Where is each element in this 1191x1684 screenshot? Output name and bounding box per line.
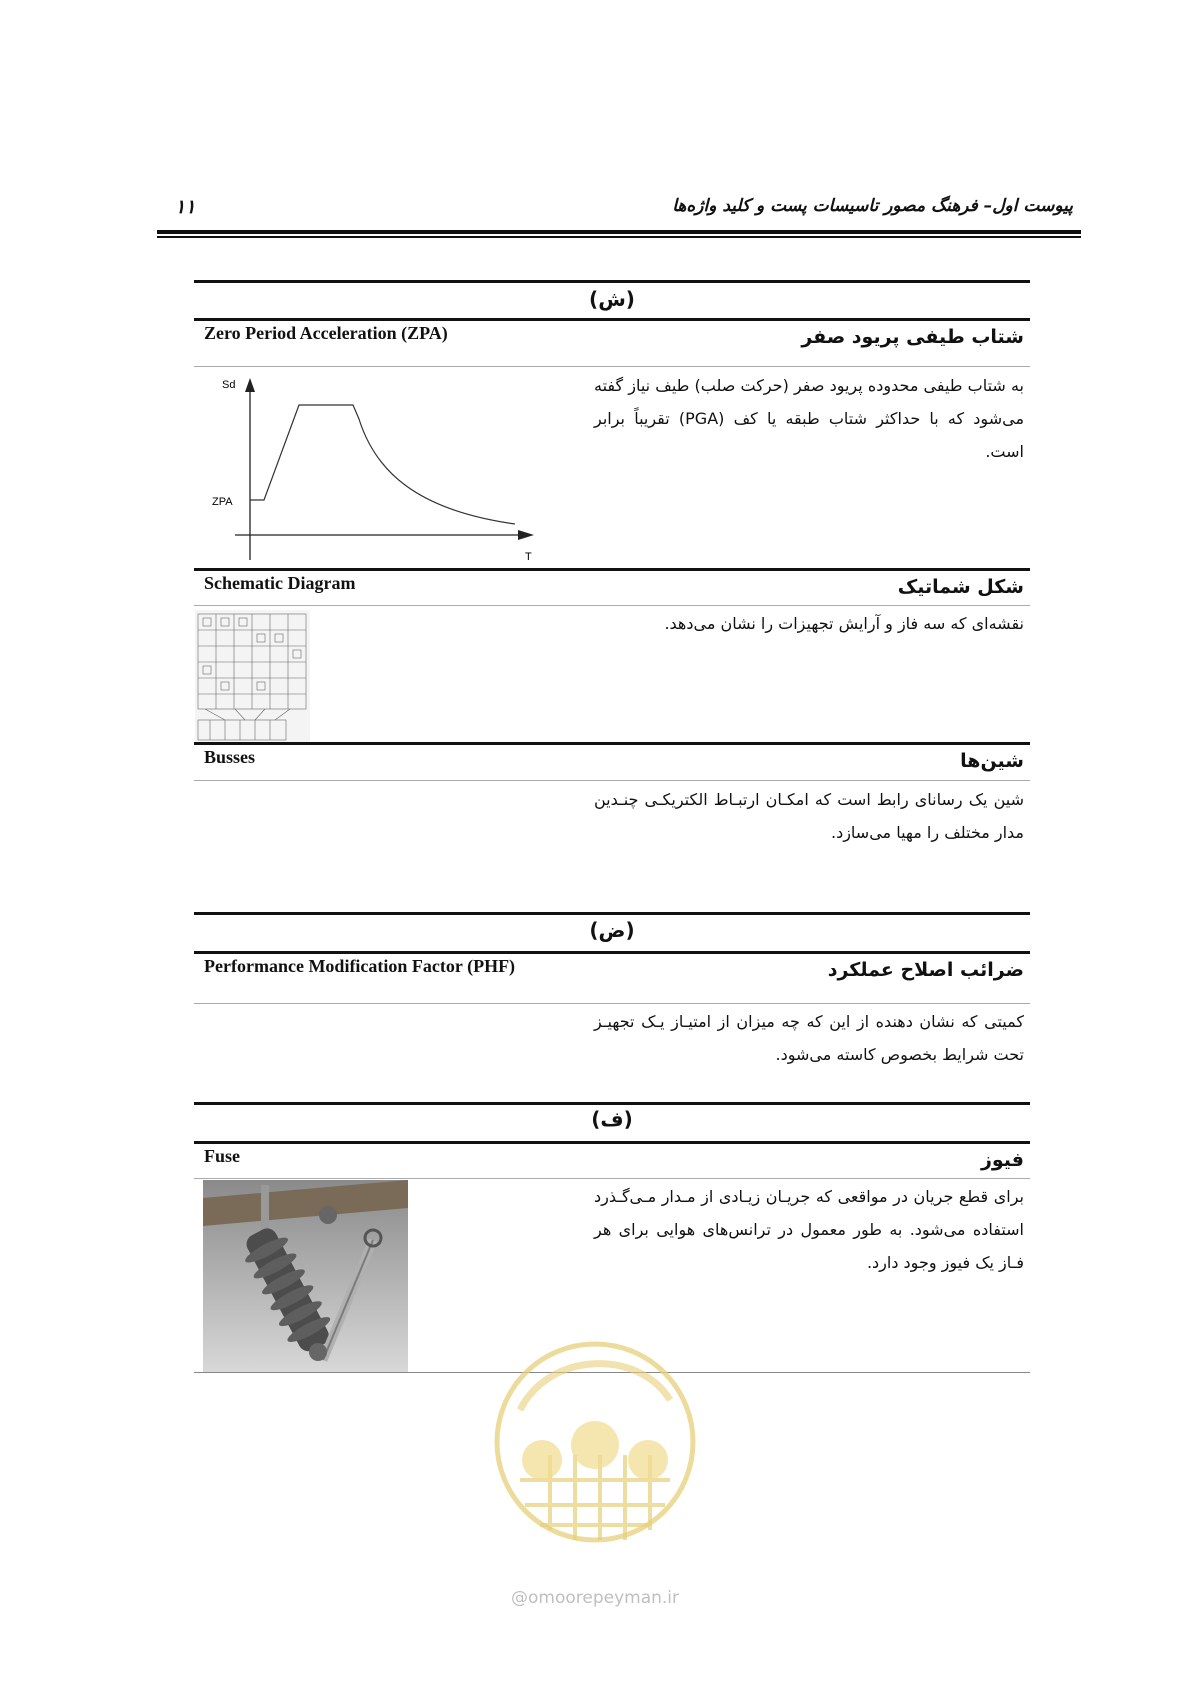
term-persian: شکل شماتیک: [897, 576, 1024, 598]
row-divider: [194, 366, 1030, 367]
y-axis-arrow-icon: [245, 378, 255, 392]
fuse-photo: [203, 1180, 408, 1372]
term-english: Zero Period Acceleration (ZPA): [204, 323, 448, 343]
row-rule: [194, 742, 1030, 745]
term-description: کمیتی که نشان دهنده از این که چه میزان از امتیـاز یـک تجهیـز تحت شرایط بخصوص کاسته می‌شود.: [594, 1012, 1024, 1064]
row-divider: [194, 605, 1030, 606]
section-label-zad: (ض): [589, 918, 635, 942]
row-divider: [194, 1003, 1030, 1004]
watermark-text: @omoorepeyman.ir: [510, 1588, 680, 1608]
section-rule: [194, 280, 1030, 283]
row-divider: [194, 780, 1030, 781]
y-axis-label: Sd: [222, 379, 236, 391]
term-english: Schematic Diagram: [204, 573, 356, 593]
section-rule: [194, 318, 1030, 321]
header-rule: [157, 230, 1081, 234]
running-header-title: پیوست اول– فرهنگ مصور تاسیسات پست و کلید واژه‌ها: [672, 196, 1073, 216]
term-english: Fuse: [204, 1146, 240, 1166]
header-rule-thin: [157, 236, 1081, 238]
section-label-shin: (ش): [589, 287, 635, 311]
zpa-level-label: ZPA: [212, 496, 233, 508]
section-rule: [194, 912, 1030, 915]
zpa-spectrum-chart: [200, 370, 550, 570]
watermark-logo-icon: [480, 1330, 710, 1580]
section-rule: [194, 951, 1030, 954]
section-label-fe: (ف): [591, 1107, 633, 1131]
term-persian: شین‌ها: [960, 750, 1024, 772]
term-description: شین یک رسانای رابط است که امکـان ارتبـاط الکتریکـی چنـدین مدار مختلف را مهیا می‌سازد.: [594, 790, 1024, 842]
section-rule: [194, 1102, 1030, 1105]
term-english: Busses: [204, 747, 256, 767]
watermark: [480, 1330, 710, 1620]
row-rule: [194, 568, 1030, 571]
term-persian: شتاب طیفی پریود صفر: [801, 326, 1024, 348]
x-axis-label: T: [525, 551, 532, 563]
spectrum-curve: [250, 405, 515, 524]
term-persian: فیوز: [980, 1149, 1024, 1171]
term-description: برای قطع جریان در مواقعی که جریـان زیـادی از مـدار مـی‌گـذرد استفاده می‌شود. به طور معمول در ترانس‌های هوایی برای هر فـاز یک فیوز وجود دارد.: [594, 1187, 1024, 1272]
row-divider: [194, 1178, 1030, 1179]
schematic-diagram-image: [195, 610, 310, 743]
term-persian: ضرائب اصلاح عملکرد: [827, 959, 1024, 981]
term-description: نقشه‌ای که سه فاز و آرایش تجهیزات را نشان می‌دهد.: [664, 614, 1024, 633]
section-rule: [194, 1141, 1030, 1144]
page-number: ۱۱: [175, 196, 196, 218]
term-description: به شتاب طیفی محدوده پریود صفر (حرکت صلب) طیف نیاز گفته می‌شود که با حداکثر شتاب طبقه یا کف (PGA) تقریباً برابر است.: [594, 376, 1025, 461]
x-axis-arrow-icon: [518, 530, 534, 540]
term-english: Performance Modification Factor (PHF): [204, 956, 516, 976]
